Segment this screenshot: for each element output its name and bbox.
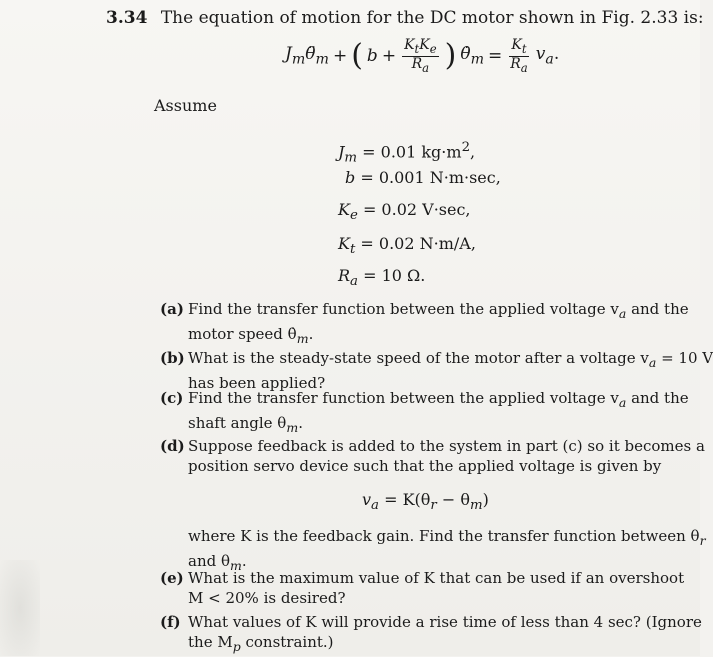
fraction-kt-over-ra: $\frac{K_t}{R_a}$ [510,37,528,75]
page-smudge [0,560,40,656]
control-law-equation: $v_a = K(\theta_r - \theta_m)$ [362,490,489,514]
problem-number: 3.34 [106,8,148,28]
param-ke: $K_e = 0.02$ V·sec, [338,200,471,224]
param-kt: $K_t = 0.02$ N·m/A, [338,234,476,258]
part-f: (f) What values of K will provide a rise time of less than 4 sec? (Ignore the $M_p$ constraint.) [160,613,702,654]
param-ra: $R_a = 10$ Ω. [338,266,426,290]
assume-label: Assume [154,96,217,115]
part-d-continued: where K is the feedback gain. Find the transfer function between $\theta_r$ and $\theta_m$. [188,527,706,573]
equation-of-motion: $J_m\thetä_m$ + ( b + $\frac{K_tK_e}{R_a}$ ) $\thetȧ_m$ = $\frac{K_t}{R_a}$ $v_a$. [285,37,560,75]
part-e: (e) What is the maximum value of K that can be used if an overshoot M < 20% is desired? [160,569,685,607]
problem-title: The equation of motion for the DC motor shown in Fig. 2.33 is: [160,8,704,28]
part-d: (d) Suppose feedback is added to the system in part (c) so it becomes a position servo device such that the applied voltage is given by [160,437,705,475]
part-a: (a) Find the transfer function between the applied voltage $v_a$ and the motor speed $\thetȧ_m$. [160,300,689,346]
param-b: b = 0.001 N·m·sec, [345,168,501,187]
param-jm: $J_m = 0.01$ $kg\cdot m^2$, [338,140,476,166]
part-c: (c) Find the transfer function between the applied voltage $v_a$ and the shaft angle $\theta_m$. [160,389,689,435]
problem-header [106,8,704,28]
part-b: (b) What is the steady-state speed of the motor after a voltage $v_a = 10$ V has been applied? [160,349,713,392]
fraction-kt-ke-over-ra: $\frac{K_tK_e}{R_a}$ [404,37,437,75]
